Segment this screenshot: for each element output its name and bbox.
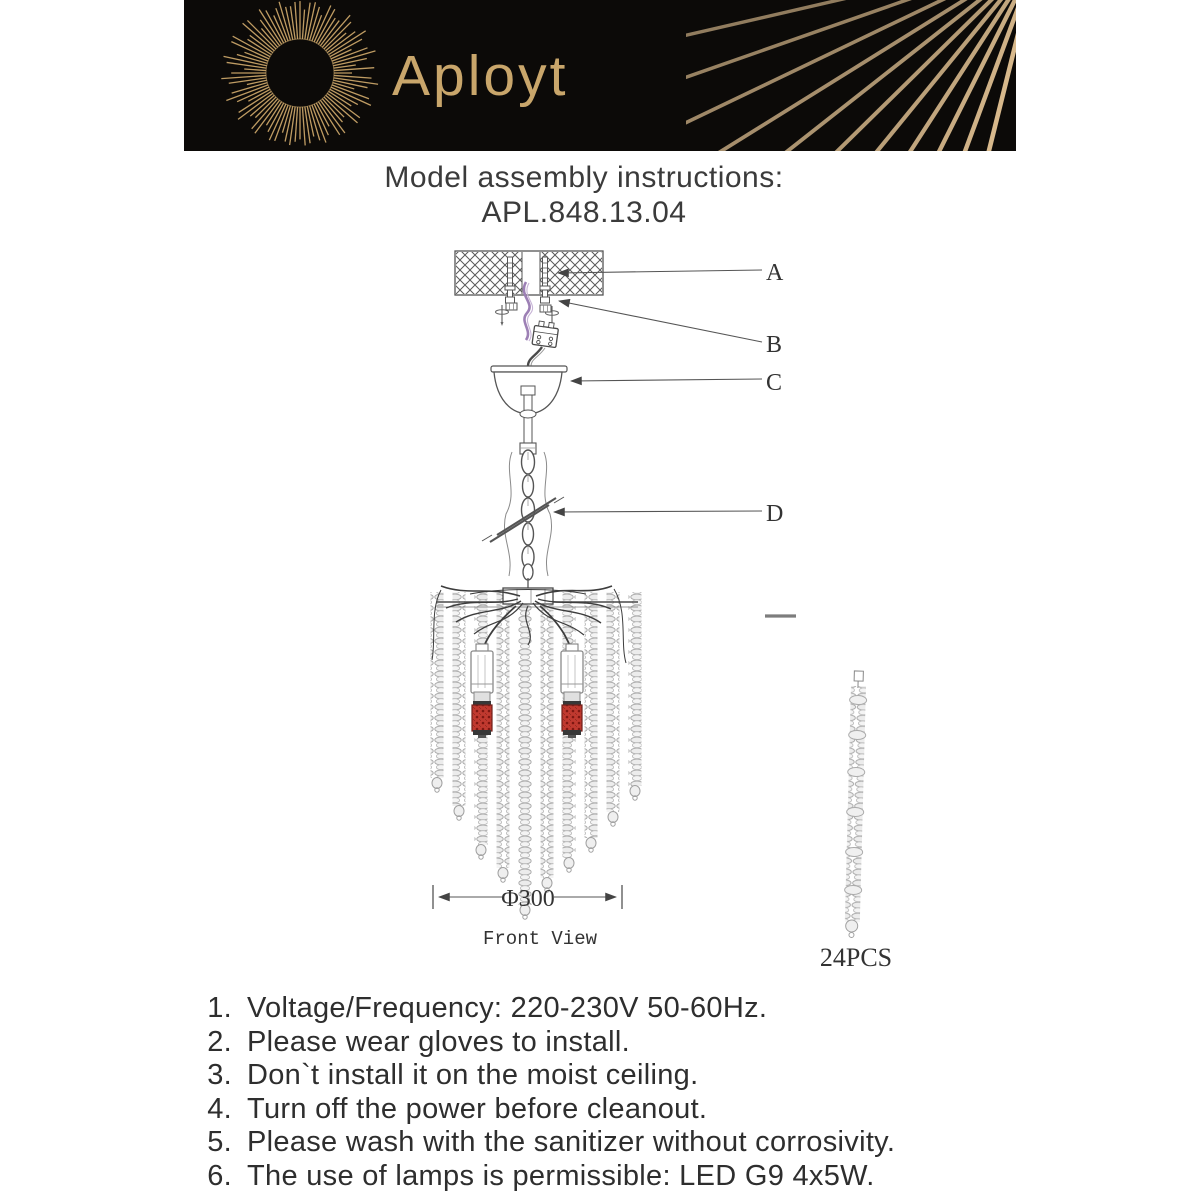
item-number: 6. — [207, 1159, 232, 1192]
strand — [541, 592, 554, 892]
strand — [431, 592, 444, 792]
item-number: 5. — [207, 1126, 232, 1158]
item-text: Don`t install it on the moist ceiling. — [247, 1059, 699, 1091]
canopy-wire — [528, 347, 542, 366]
strand — [607, 592, 620, 826]
lamp-holder-left — [471, 644, 493, 738]
list-item — [192, 1093, 1052, 1127]
item-text: Please wear gloves to install. — [247, 1025, 630, 1058]
strand — [453, 592, 466, 820]
list-item — [192, 1059, 1052, 1093]
list-item — [192, 1160, 1052, 1194]
item-text: Please wash with the sanitizer without corrosivity. — [247, 1126, 896, 1158]
list-item — [192, 992, 1052, 1026]
model-number: APL.848.13.04 — [481, 196, 687, 229]
leader-lines — [554, 270, 796, 616]
front-view-label: Front View — [482, 928, 598, 950]
item-number: 2. — [207, 1025, 232, 1058]
part-label-b: B — [766, 332, 783, 358]
instructions-list — [192, 992, 1052, 1193]
item-number: 1. — [207, 992, 232, 1024]
spare-strand — [843, 671, 867, 938]
item-text: Turn off the power before cleanout. — [247, 1092, 708, 1125]
item-number: 4. — [207, 1092, 232, 1125]
part-label-c: C — [766, 370, 783, 396]
diameter-dimension: Φ300 — [501, 886, 555, 912]
item-text: The use of lamps is permissible: LED G9 4x5W. — [247, 1159, 875, 1192]
lamp-holder-right — [561, 644, 583, 738]
brand-logo-text: Aployt — [392, 43, 569, 108]
item-text: Voltage/Frequency: 220-230V 50-60Hz. — [247, 992, 768, 1024]
strand — [629, 592, 642, 800]
strand — [497, 592, 510, 882]
list-item — [192, 1126, 1052, 1160]
ceiling-canopy — [491, 366, 567, 454]
strand-count-label: 24PCS — [819, 943, 893, 972]
part-label-a: A — [766, 260, 784, 286]
strand — [585, 592, 598, 852]
item-number: 3. — [207, 1059, 232, 1091]
terminal-block — [532, 320, 559, 347]
list-item — [192, 1026, 1052, 1060]
page-title: Model assembly instructions: — [384, 161, 784, 194]
crystal-strands — [431, 592, 642, 919]
part-label-d: D — [766, 501, 784, 527]
